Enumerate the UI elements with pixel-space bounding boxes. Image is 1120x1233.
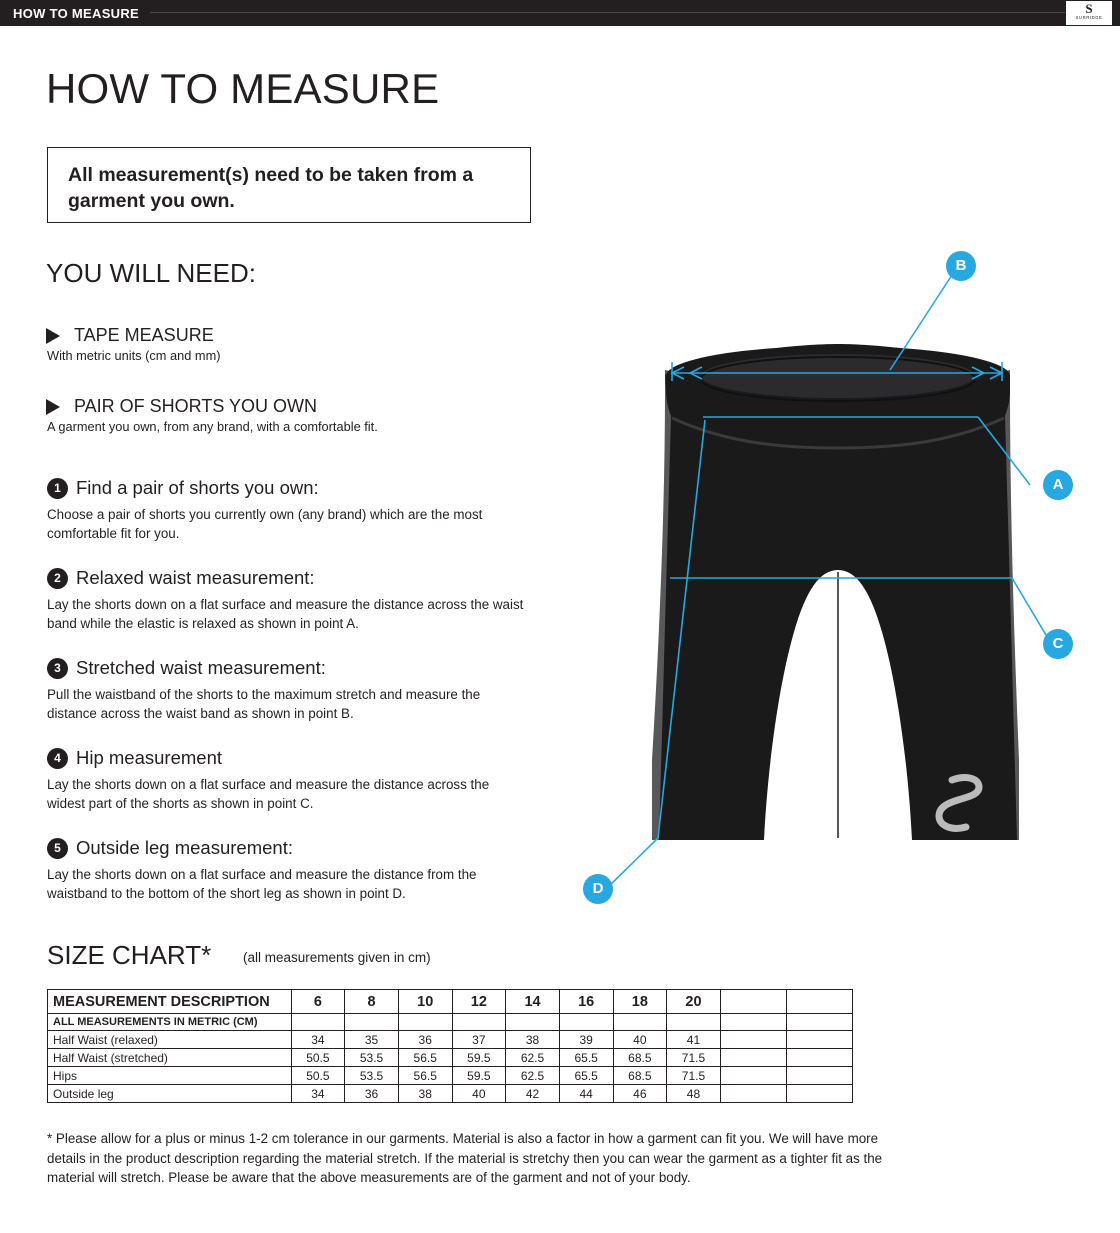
row-value: 46 [613,1085,667,1103]
callout-text: All measurement(s) need to be taken from a garment you own. [68,164,474,212]
you-will-need-heading: YOU WILL NEED: [46,258,256,288]
metric-cell [786,1014,852,1031]
metric-cell [398,1014,452,1031]
column-header-size: 10 [398,990,452,1014]
need-title: TAPE MEASURE [74,325,214,345]
row-value-empty [720,1067,786,1085]
row-label: Hips [48,1067,292,1085]
column-header-size: 20 [667,990,721,1014]
table-header-row [48,990,853,1014]
brand-logo-glyph: S [1085,1,1093,16]
row-value: 65.5 [559,1049,613,1067]
step-title: Find a pair of shorts you own: [76,477,319,498]
table-row [48,1049,853,1067]
row-value: 56.5 [398,1067,452,1085]
callout-b: B [946,251,976,281]
row-value-empty [720,1049,786,1067]
row-value: 48 [667,1085,721,1103]
table-metric-row [48,1014,853,1031]
triangle-bullet-icon [46,328,60,344]
need-subtitle: A garment you own, from any brand, with a comfortable fit. [47,419,378,434]
top-bar-title: HOW TO MEASURE [13,6,140,21]
metric-cell [506,1014,560,1031]
step-number-badge: 4 [47,748,68,769]
row-value: 62.5 [506,1067,560,1085]
step-title: Outside leg measurement: [76,837,293,858]
row-value-empty [786,1049,852,1067]
page-title: HOW TO MEASURE [46,65,440,112]
row-value: 40 [613,1031,667,1049]
metric-cell [720,1014,786,1031]
metric-cell [452,1014,506,1031]
row-value: 50.5 [291,1067,345,1085]
row-value: 34 [291,1085,345,1103]
table-row [48,1067,853,1085]
column-header-description: MEASUREMENT DESCRIPTION [48,990,292,1014]
step-body: Lay the shorts down on a flat surface and measure the distance across the widest part of the shorts as shown in point C. [47,777,490,811]
need-title: PAIR OF SHORTS YOU OWN [74,396,318,416]
metric-cell [345,1014,399,1031]
row-label: Half Waist (stretched) [48,1049,292,1067]
column-header-size: 16 [559,990,613,1014]
column-header-empty [720,990,786,1014]
row-value-empty [786,1067,852,1085]
metric-cell [291,1014,345,1031]
row-value: 42 [506,1085,560,1103]
need-subtitle: With metric units (cm and mm) [47,348,221,363]
column-header-size: 14 [506,990,560,1014]
step-number-badge: 5 [47,838,68,859]
column-header-size: 8 [345,990,399,1014]
metric-label: ALL MEASUREMENTS IN METRIC (CM) [48,1014,292,1031]
row-label: Outside leg [48,1085,292,1103]
step-title: Hip measurement [76,747,223,768]
row-value: 59.5 [452,1049,506,1067]
step-number-badge: 1 [47,478,68,499]
size-chart-table [47,989,853,1103]
triangle-bullet-icon [46,399,60,415]
row-value: 36 [398,1031,452,1049]
table-row [48,1085,853,1103]
row-value: 68.5 [613,1067,667,1085]
row-value: 39 [559,1031,613,1049]
top-bar-divider [150,12,1065,13]
metric-cell [559,1014,613,1031]
row-value: 68.5 [613,1049,667,1067]
row-value: 36 [345,1085,399,1103]
step-title: Relaxed waist measurement: [76,567,315,588]
callout-a: A [1043,470,1073,500]
row-value: 53.5 [345,1067,399,1085]
brand-logo [1066,1,1112,25]
table-row [48,1031,853,1049]
callout-box [47,147,531,223]
row-value: 41 [667,1031,721,1049]
metric-cell [613,1014,667,1031]
column-header-size: 18 [613,990,667,1014]
callout-c: C [1043,629,1073,659]
row-value: 71.5 [667,1049,721,1067]
step-body: Choose a pair of shorts you currently own (any brand) which are the most comfortable fit for you. [47,507,483,541]
row-value: 56.5 [398,1049,452,1067]
step-number-badge: 3 [47,658,68,679]
row-value: 37 [452,1031,506,1049]
row-value: 38 [398,1085,452,1103]
step-body: Lay the shorts down on a flat surface and measure the distance from the waistband to the bottom of the short leg as shown in point D. [47,867,477,901]
row-value: 35 [345,1031,399,1049]
shorts-measurement-diagram [560,240,1100,920]
column-header-size: 6 [291,990,345,1014]
top-bar [0,0,1120,26]
row-value: 44 [559,1085,613,1103]
callout-d: D [583,874,613,904]
step-title: Stretched waist measurement: [76,657,326,678]
row-value-empty [720,1085,786,1103]
column-header-empty [786,990,852,1014]
row-value-empty [786,1031,852,1049]
step-body: Lay the shorts down on a flat surface and measure the distance across the waist band while the elastic is relaxed as shown in point A. [47,597,524,631]
brand-logo-wordmark: SURRIDGE [1075,15,1103,20]
step-number-badge: 2 [47,568,68,589]
row-value: 50.5 [291,1049,345,1067]
row-value: 34 [291,1031,345,1049]
row-value: 71.5 [667,1067,721,1085]
row-value: 53.5 [345,1049,399,1067]
row-value-empty [720,1031,786,1049]
row-value: 62.5 [506,1049,560,1067]
column-header-size: 12 [452,990,506,1014]
size-chart-title: SIZE CHART* [47,940,212,970]
row-value: 65.5 [559,1067,613,1085]
step-body: Pull the waistband of the shorts to the maximum stretch and measure the distance across the waist band as shown in point B. [47,687,481,721]
row-value: 38 [506,1031,560,1049]
row-value: 59.5 [452,1067,506,1085]
size-chart-note: (all measurements given in cm) [243,950,431,965]
footnote-text: * Please allow for a plus or minus 1-2 cm tolerance in our garments. Material is also a factor in how a garment can fit you. We will have more details in the product description regarding the material stretch. If the material is stretchy then you can wear the garment as a tighter fit as the material will stretch. Please be aware that the above measurements are of the garment and not of your body. [47,1131,883,1185]
row-value: 40 [452,1085,506,1103]
row-value-empty [786,1085,852,1103]
metric-cell [667,1014,721,1031]
row-label: Half Waist (relaxed) [48,1031,292,1049]
